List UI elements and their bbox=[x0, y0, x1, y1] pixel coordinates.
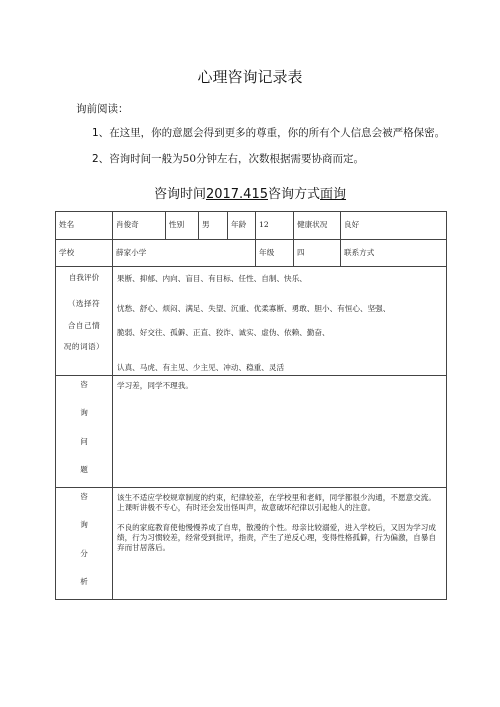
pre-reading-heading: 询前阅读： bbox=[76, 103, 129, 115]
problem-value: 学习差，同学不理我。 bbox=[113, 376, 447, 488]
form-row-basic bbox=[56, 212, 447, 240]
self-eval-words bbox=[113, 267, 447, 376]
self-eval-words-line: 脆弱、好交往、孤僻、正直、狡诈、诚实、虚伪、依赖、勤奋、 bbox=[117, 327, 330, 337]
form-row-problem bbox=[56, 376, 447, 488]
form-row-analysis bbox=[56, 488, 447, 600]
analysis-label: 咨 询 分 析 bbox=[56, 488, 113, 600]
form-row-self-eval bbox=[56, 267, 447, 376]
analysis-value bbox=[113, 488, 447, 600]
note-number: 2、 bbox=[92, 153, 110, 165]
self-eval-words-line: 果断、抑郁、内向、盲目、有目标、任性、自制、快乐、 bbox=[117, 274, 307, 283]
note-text: 咨询时间一般为50分钟左右，次数根据需要协商而定。 bbox=[109, 153, 365, 165]
health-value: 良好 bbox=[341, 212, 447, 240]
note-number: 1、 bbox=[92, 127, 110, 139]
contact-cell bbox=[341, 240, 447, 267]
grade-value: 四 bbox=[294, 240, 341, 267]
session-method-label: 咨询方式 bbox=[268, 187, 321, 202]
pre-reading-note-1 bbox=[92, 125, 445, 140]
grade-label: 年级 bbox=[259, 247, 275, 257]
pre-reading-note-2 bbox=[92, 151, 364, 166]
gender-value: 男 bbox=[199, 212, 228, 240]
name-value: 肖俊奇 bbox=[113, 212, 166, 240]
problem-label: 咨 询 问 题 bbox=[56, 376, 113, 488]
record-form-table bbox=[55, 211, 447, 600]
session-info-line bbox=[0, 183, 500, 202]
self-eval-words-line: 忧愁、舒心、烦闷、满足、失望、沉重、优柔寡断、勇敢、胆小、有恒心、坚强、 bbox=[117, 304, 391, 314]
page-title: 心理咨询记录表 bbox=[197, 68, 303, 86]
session-method-value: 面询 bbox=[320, 187, 347, 202]
self-eval-hint: （选择符 合自己情 况的词语） bbox=[63, 299, 105, 351]
gender-label: 性别 bbox=[166, 212, 199, 240]
name-label: 姓名 bbox=[56, 212, 113, 240]
age-label: 年龄 bbox=[228, 212, 256, 240]
self-eval-label-cell bbox=[56, 267, 113, 376]
health-label: 健康状况 bbox=[294, 212, 341, 240]
contact-label: 联系方式 bbox=[344, 247, 375, 257]
form-row-school bbox=[56, 240, 447, 267]
school-label: 学校 bbox=[56, 240, 113, 267]
note-text: 在这里，你的意愿会得到更多的尊重，你的所有个人信息会被严格保密。 bbox=[109, 127, 446, 139]
analysis-paragraph: 不良的家庭教育使他慢慢养成了自卑，散漫的个性。母亲比较溺爱，进入学校后，又因为学习成绩，行为习惯较差，经常受到批评，指责，产生了逆反心理，变得性格孤僻，行为偏激，自暴自弃而甘居落后。 bbox=[117, 522, 436, 552]
analysis-paragraph: 该生不适应学校规章制度的约束，纪律较差，在学校里和老师，同学都很少沟通，不愿意交流。上课听讲极不专心，有时还会发出怪叫声，故意破坏纪律以引起他人的注意。 bbox=[117, 493, 436, 513]
self-eval-words-line: 认真、马虎、有主见、少主见、冲动、稳重、灵活 bbox=[117, 362, 285, 372]
session-time-label: 咨询时间 bbox=[153, 187, 206, 202]
self-eval-label: 自我评价 bbox=[68, 273, 100, 282]
school-value: 薛家小学 bbox=[113, 240, 256, 267]
grade-label-cell bbox=[256, 240, 294, 267]
age-value: 12 bbox=[256, 212, 294, 240]
session-time-value: 2017.415 bbox=[205, 187, 268, 202]
